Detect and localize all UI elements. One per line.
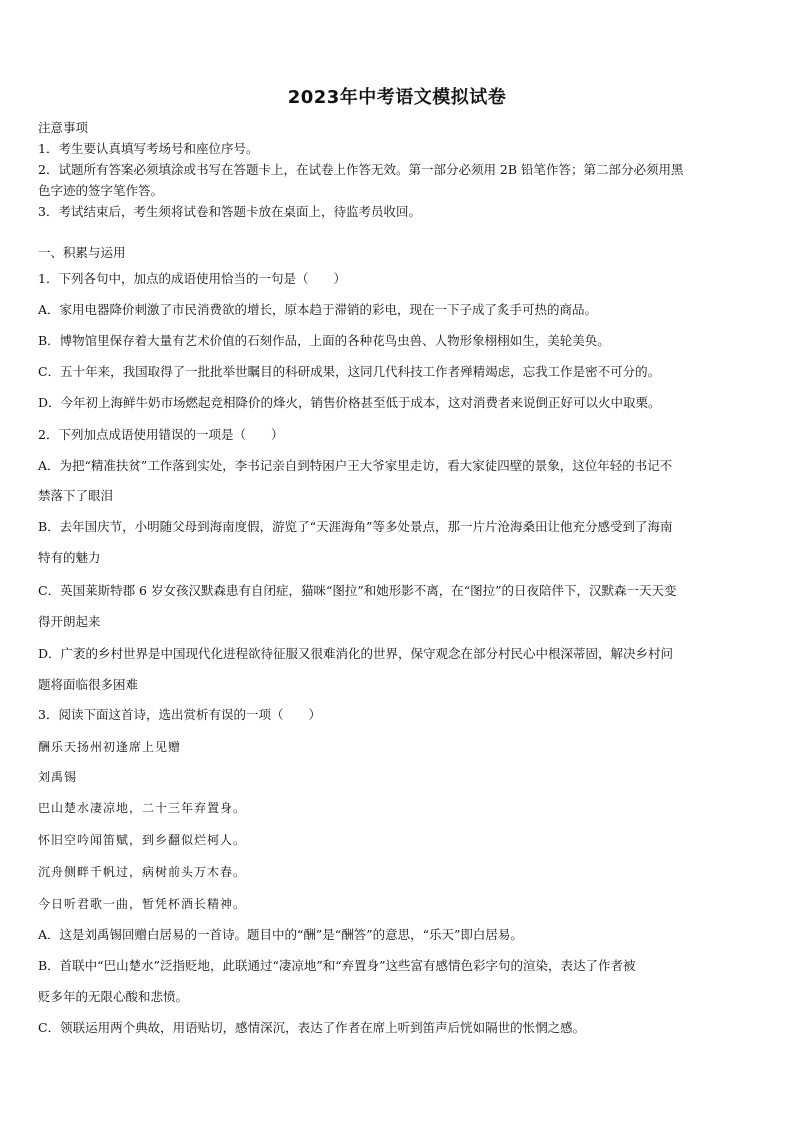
- poem-title: 酬乐天扬州初逢席上见赠: [38, 740, 182, 754]
- question-option: B．去年国庆节，小明随父母到海南度假，游览了“天涯海角”等多处景点，那一片片沧海桑田让他充分感受到了海南: [38, 519, 673, 534]
- section-heading: 一、积累与运用: [38, 245, 126, 260]
- question-option: 特有的魅力: [38, 550, 101, 565]
- question-stem: 1．下列各句中，加点的成语使用恰当的一句是（ ）: [38, 271, 346, 286]
- poem-line: 今日听君歌一曲，暂凭杯酒长精神。: [38, 897, 247, 911]
- question-option: A．这是刘禹锡回赠白居易的一首诗。题目中的“酬”是“酬答”的意思，“乐天”即白居易。: [38, 927, 523, 942]
- poem-line: 巴山楚水凄凉地，二十三年弃置身。: [38, 801, 247, 815]
- question-stem: 2．下列加点成语使用错误的一项是（ ）: [38, 427, 284, 442]
- question-option: D．今年初上海鲜牛奶市场燃起竞相降价的烽火，销售价格甚至低于成本，这对消费者来说倒正好可以火中取栗。: [38, 395, 661, 410]
- question-option: B．首联中“巴山楚水”泛指贬地，此联通过“凄凉地”和“弃置身”这些富有感情色彩字句的渲染，表达了作者被: [38, 958, 636, 973]
- question-option: A．为把“精准扶贫”工作落到实处，李书记亲自到特困户王大爷家里走访，看大家徒四壁的景象，这位年轻的书记不: [38, 458, 673, 473]
- notice-item: 1．考生要认真填写考场号和座位序号。: [38, 141, 259, 156]
- question-option: C．英国莱斯特郡 6 岁女孩汉默森患有自闭症，猫咪“图拉”和她形影不离，在“图拉”的日夜陪伴下，汉默森一天天变: [38, 583, 677, 598]
- page-title: 2023年中考语文模拟试卷: [287, 87, 507, 108]
- notice-heading: 注意事项: [38, 120, 89, 135]
- notice-item: 2．试题所有答案必须填涂或书写在答题卡上，在试卷上作答无效。第一部分必须用 2B 铅笔作答；第二部分必须用黑: [38, 162, 684, 177]
- question-stem: 3．阅读下面这首诗，选出赏析有误的一项（ ）: [38, 707, 321, 722]
- question-option: 贬多年的无限心酸和悲愤。: [38, 989, 189, 1004]
- poem-author: 刘禹锡: [38, 770, 78, 784]
- question-option: A．家用电器降价刺激了市民消费欲的增长，原本趋于滞销的彩电，现在一下子成了炙手可热的商品。: [38, 302, 598, 317]
- question-option: B．博物馆里保存着大量有艺术价值的石刻作品，上面的各种花鸟虫兽、人物形象栩栩如生，美轮美奂。: [38, 333, 610, 348]
- notice-item: 3．考试结束后，考生须将试卷和答题卡放在桌面上，待监考员收回。: [38, 204, 421, 219]
- question-option: C．五十年来，我国取得了一批批举世瞩目的科研成果，这同几代科技工作者殚精竭虑，忘我工作是密不可分的。: [38, 364, 661, 379]
- question-option: C．领联运用两个典故，用语贴切，感情深沉，表达了作者在席上听到笛声后恍如隔世的怅惘之感。: [38, 1020, 586, 1035]
- poem-line: 沉舟侧畔千帆过，病树前头万木春。: [38, 865, 247, 879]
- question-option: 禁落下了眼泪: [38, 488, 114, 503]
- question-option: 题将面临很多困难: [38, 677, 139, 692]
- question-option: 得开朗起来: [38, 614, 101, 629]
- question-option: D．广袤的乡村世界是中国现代化进程欲待征服又很难消化的世界，保守观念在部分村民心中根深蒂固，解决乡村问: [38, 646, 674, 661]
- notice-item: 色字迹的签字笔作答。: [38, 183, 164, 198]
- poem-line: 怀旧空吟闻笛赋，到乡翻似烂柯人。: [38, 833, 247, 847]
